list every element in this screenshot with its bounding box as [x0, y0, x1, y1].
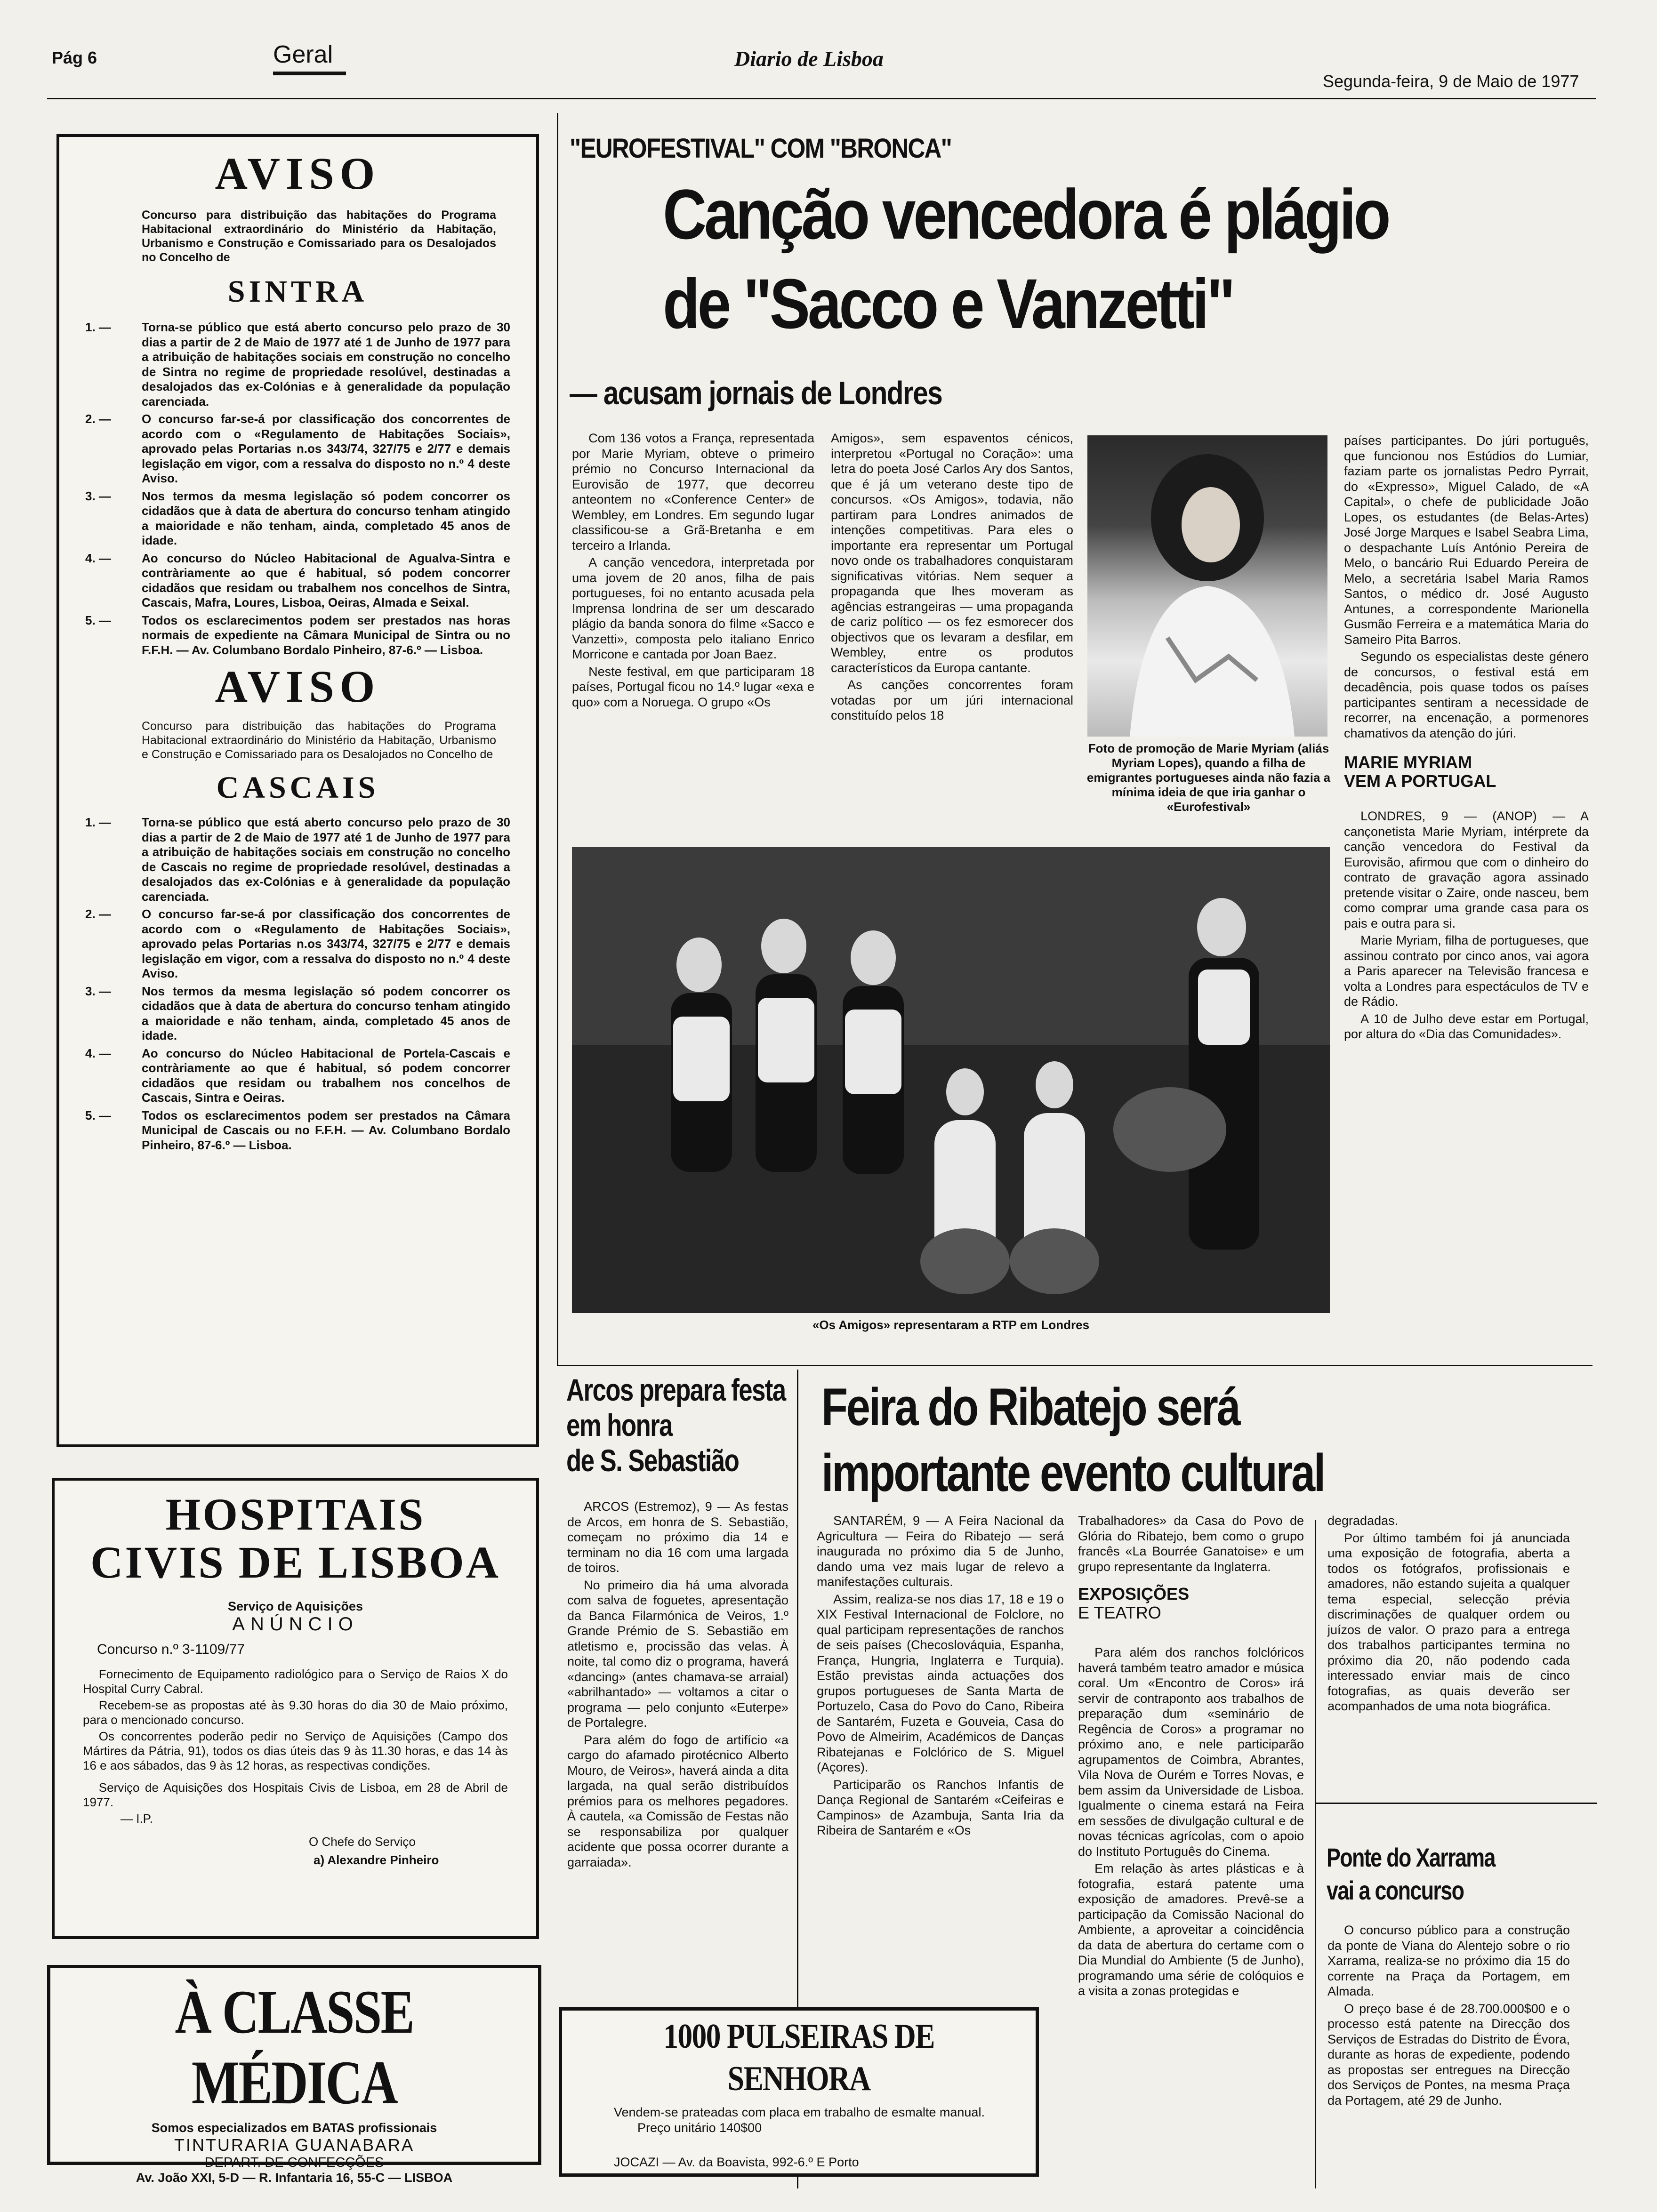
aviso-item-number: 2. — — [85, 412, 111, 426]
feira-headline-2: importante evento cultural — [821, 1443, 1325, 1502]
hospitais-concurso: Concurso n.º 3-1109/77 — [97, 1642, 245, 1657]
os-amigos-group-icon — [572, 847, 1330, 1313]
ponte-headline-2: vai a concurso — [1327, 1875, 1464, 1905]
aviso-item-number: 4. — — [85, 551, 111, 565]
aviso-box — [56, 134, 539, 1447]
ponte-headline-1: Ponte do Xarrama — [1327, 1843, 1495, 1872]
feira-col-2 — [1078, 1513, 1304, 2001]
header-rule — [47, 98, 1596, 99]
euro-col-2 — [831, 431, 1073, 725]
column-divider — [1315, 1520, 1316, 2188]
marie-myriam-photo — [1087, 435, 1327, 737]
aviso-item-text: Torna-se público que está aberto concurso pelo prazo de 30 dias a partir de 2 de Maio de 1977 até 1 de Junho de 1977 para a atribuição de habitações sociais em construção no concelho de Cascais no regime de propriedade resolúvel, destinadas a desalojados das ex-Colónias e à generalidade da população carenciada. — [142, 815, 510, 904]
arcos-paragraph: ARCOS (Estremoz), 9 — As festas de Arcos, em honra de S. Sebastião, começam no próximo dia 14 e terminam no dia 16 com uma largada de toiros. — [567, 1499, 788, 1575]
feira-paragraph: Participarão os Ranchos Infantis de Dança Regional de Santarém «Ceifeiras e Campinos» de Azambuja, Santa Iria da Ribeira de Santarém e «Os — [817, 1777, 1064, 1837]
aviso-item-number: 4. — — [85, 1046, 111, 1060]
euro-paragraph: Segundo os especialistas deste género de concursos, o festival está em decadência, pois quase todos os países participantes sentiram a necessidade de recorrer, na encenação, a pormenores chamativos da atenção do júri. — [1344, 649, 1589, 740]
aviso-cascais-intro: Concurso para distribuição das habitações do Programa Habitacional extraordinário do Ministério da Habitação, Urbanismo e Construção e Comissariado para os Desalojados no Concelho de — [142, 720, 496, 761]
section-underline — [273, 72, 346, 75]
hospitais-signature-name: a) Alexandre Pinheiro — [314, 1853, 439, 1867]
aviso-item-text: Nos termos da mesma legislação só podem concorrer os cidadãos que à data de abertura do concurso tenham atingido a maioridade e não tenham, ainda, completado 45 anos de idade. — [142, 489, 510, 547]
classe-medica-dept: DEPART. DE CONFECÇÕES — [204, 2155, 384, 2170]
aviso-item — [85, 489, 510, 548]
section-divider — [1315, 1803, 1597, 1804]
euro-paragraph: Com 136 votos a França, representada por Marie Myriam, obteve o primeiro prémio no Concurso Internacional da Eurovisão de 1977, que decorreu anteontem no «Conference Center» de Wembley, em Londres. Em segundo lugar classificou-se a Grã-Bretanha e em terceiro a Irlanda. — [572, 431, 814, 553]
aviso-item-number: 3. — — [85, 489, 111, 503]
page-number: Pág 6 — [52, 48, 97, 67]
ponte-paragraph: O preço base é de 28.700.000$00 e o processo está patente na Direcção dos Serviços de Estradas do Distrito de Évora, durante as horas de expediente, podendo as propostas ser entregues na Direcção dos Serviços de Pontes, na mesma Praça da Portagem, até 29 de Junho. — [1327, 2001, 1570, 2108]
aviso-sintra-heading: AVISO — [215, 148, 381, 199]
aviso-item — [85, 613, 510, 658]
euro-paragraph: As canções concorrentes foram votadas por um júri internacional constituído pelos 18 — [831, 678, 1073, 722]
aviso-item-number: 3. — — [85, 984, 111, 998]
aviso-item — [85, 907, 510, 981]
euro-subhead: — acusam jornais de Londres — [570, 375, 942, 411]
feira-paragraph: Trabalhadores» da Casa do Povo de Glória do Ribatejo, bem como o grupo francês «La Bourrée Ganatoise» e um grupo representante da Inglaterra. — [1078, 1514, 1304, 1574]
aviso-item — [85, 551, 510, 610]
masthead: Diario de Lisboa — [734, 47, 884, 71]
feira-subhead-2: E TEATRO — [1078, 1603, 1161, 1622]
arcos-headline-2: em honra — [566, 1408, 672, 1443]
feira-col-1 — [817, 1513, 1064, 1840]
hospitais-p3: Os concorrentes poderão pedir no Serviço de Aquisições (Campo dos Mártires da Pátria, 91), todos os dias úteis das 9 às 11.30 horas, e das 14 às 16 e aos sábados, das 9 às 12 horas, as respectivas condições. — [83, 1729, 508, 1772]
arcos-headline-1: Arcos prepara festa — [566, 1372, 786, 1407]
euro-kicker: "EUROFESTIVAL" COM "BRONCA" — [570, 133, 952, 164]
aviso-item-number: 5. — — [85, 1108, 111, 1122]
aviso-item-text: Torna-se público que está aberto concurso pelo prazo de 30 dias a partir de 2 de Maio de 1977 até 1 de Junho de 1977 para a atribuição de habitações sociais em construção no concelho de Sintra no regime de propriedade resolúvel, destinadas a desalojados das ex-Colónias e à generalidade da população carenciada. — [142, 320, 510, 409]
pulseiras-price: Preço unitário 140$00 — [637, 2121, 762, 2135]
hospitais-title-1: HOSPITAIS — [165, 1489, 426, 1539]
aviso-item — [85, 815, 510, 904]
aviso-sintra-intro: Concurso para distribuição das habitações do Programa Habitacional extraordinário do Ministério da Habitação, Urbanismo e Construção e Comissariado para os Desalojados no Concelho de — [142, 208, 496, 264]
euro-col-1 — [572, 431, 814, 712]
classe-medica-company: TINTURARIA GUANABARA — [174, 2135, 415, 2155]
section-divider — [557, 1365, 1593, 1366]
aviso-item — [85, 984, 510, 1043]
euro-paragraph: Marie Myriam, filha de portugueses, que assinou contrato por cinco anos, vai agora a Paris aparecer na Televisão francesa e volta a Londres para espectáculos de TV e de Rádio. — [1344, 933, 1589, 1009]
hospitais-box — [52, 1478, 539, 1939]
aviso-item-number: 5. — — [85, 613, 111, 627]
aviso-item-text: O concurso far-se-á por classificação dos concorrentes de acordo com o «Regulamento de Habitações Sociais», aprovado pelas Portarias n.os 343/74, 327/75 e 2/77 e demais legislação em vigor, com a ressalva do disposto no n.º 4 deste Aviso. — [142, 907, 510, 980]
feira-paragraph: Assim, realiza-se nos dias 17, 18 e 19 o XIX Festival Internacional de Folclore, no qual participam representações de ranchos de seis países (Checoslováquia, Espanha, França, Hungria, Inglaterra e Turquia). Estão previstas ainda actuações dos grupos portugueses de Santa Marta de Portuzelo, Casa do Povo do Cano, Ribeira de Santarém, Fuzeta e Gouveia, Casa do Povo de Almeirim, Académicos de Danças Ribatejanas e Folclórico de S. Miguel (Açores). — [817, 1592, 1064, 1774]
pulseiras-title: 1000 PULSEIRAS DE SENHORA — [663, 2017, 934, 2098]
euro-paragraph: LONDRES, 9 — (ANOP) — A cançonetista Marie Myriam, intérprete da canção vencedora do Festival da Eurovisão, afirmou que com o dinheiro do contrato de gravação agora assinado pretende visitar o Zaire, onde nasceu, bem como comprar uma grande casa para os pais e outra para si. — [1344, 809, 1589, 930]
pulseiras-box — [559, 2007, 1039, 2177]
euro-paragraph: Neste festival, em que participaram 18 países, Portugal ficou no 14.º lugar «exa e quo» com a Noruega. O grupo «Os — [572, 664, 814, 709]
hospitais-title-2: CIVIS DE LISBOA — [90, 1537, 500, 1587]
column-divider — [557, 113, 558, 1365]
hospitais-p4: Serviço de Aquisições dos Hospitais Civis de Lisboa, em 28 de Abril de 1977. — [83, 1780, 508, 1809]
aviso-cascais-heading: AVISO — [215, 661, 381, 712]
aviso-item-text: Nos termos da mesma legislação só podem concorrer os cidadãos que à data de abertura do concurso tenham atingido a maioridade e não tenham, ainda, completado 45 anos de idade. — [142, 984, 510, 1042]
aviso-item-text: Ao concurso do Núcleo Habitacional de Portela-Cascais e contràriamente ao que é habitual, só podem concorrer cidadãos que residam ou trabalhem nos concelhos de Cascais, Sintra e Oeiras. — [142, 1046, 510, 1105]
feira-paragraph: Por último também foi já anunciada uma exposição de fotografia, aberta a todos os fotógrafos, profissionais e amadores, não estando sujeita a qualquer tema especial, selecção prévia discriminações de qualquer ordem ou juízos de valor. O prazo para a entrega dos trabalhos participantes termina no próximo dia 20, não podendo cada interessado enviar mais de cinco fotografias, as quais deverão ser acompanhados de uma nota biográfica. — [1327, 1531, 1570, 1713]
aviso-item-text: Todos os esclarecimentos podem ser prestados nas horas normais de expediente na Câmara Municipal de Sintra ou no F.F.H. — Av. Columbano Bordalo Pinheiro, 87-6.º — Lisboa. — [142, 613, 510, 657]
hospitais-anuncio: ANÚNCIO — [232, 1614, 359, 1635]
hospitais-p2: Recebem-se as propostas até às 9.30 horas do dia 30 de Maio próximo, para o mencionado concurso. — [83, 1698, 508, 1727]
aviso-sintra-place: SINTRA — [227, 274, 368, 309]
section-label: Geral — [273, 41, 333, 68]
marie-heading-2: VEM A PORTUGAL — [1344, 771, 1496, 791]
euro-headline-2: de "Sacco e Vanzetti" — [663, 264, 1233, 343]
euro-col-3 — [1344, 433, 1589, 1044]
euro-paragraph: Amigos», sem espaventos cénicos, interpretou «Portugal no Coração»: uma letra do poeta José Carlos Ary dos Santos, que é já um veterano deste tipo de concursos. «Os Amigos», todavia, não partiram para Londres animados de intenções competitivas. Para eles o importante era representar um Portugal novo onde os trabalhadores conquistaram significativas vitórias. Nem sequer a propaganda que lhes moveram as agências estrangeiras — uma propaganda de cariz político — os fez esmorecer dos objectivos que os levaram a desfilar, em Wembley, entre os produtos característicos da Europa cantante. — [831, 431, 1073, 675]
feira-headline-1: Feira do Ribatejo será — [821, 1378, 1239, 1436]
aviso-item — [85, 1046, 510, 1106]
feira-paragraph: Para além dos ranchos folclóricos haverá também teatro amador e música coral. Um «Encontro de Coros» irá servir de contraponto aos trabalhos de preparação dum «seminário de Regência de Coros» a programar no próximo ano, e nele participarão agrupamentos de Coimbra, Abrantes, Vila Nova de Ourém e Torres Novas, e bem assim da Universidade de Lisboa. Igualmente o cinema estará na Feira em sessões de divulgação cultural e de novas técnicas agrícolas, com o apoio do Instituto Português do Cinema. — [1078, 1645, 1304, 1859]
aviso-sintra-items — [85, 320, 510, 657]
classe-medica-box — [47, 1965, 541, 2185]
feira-paragraph: Em relação às artes plásticas e à fotografia, estará patente uma exposição de amadores. Prevê-se a participação da Comissão Nacional do Ambiente, a aproveitar a coincidência da data de abertura do certame com o Dia Mundial do Ambiente (5 de Junho), programando uma série de colóquios e a visita a zonas protegidas e — [1078, 1861, 1304, 1998]
feira-paragraph: SANTARÉM, 9 — A Feira Nacional da Agricultura — Feira do Ribatejo — será inaugurada no próximo dia 5 de Junho, dando uma vez mais lugar de relevo a manifestações culturais. — [817, 1514, 1064, 1589]
classe-medica-title: À CLASSE MÉDICA — [175, 1977, 414, 2117]
feira-col-3 — [1327, 1513, 1570, 1716]
marie-heading-1: MARIE MYRIAM — [1344, 753, 1472, 772]
ponte-paragraph: O concurso público para a construção da ponte de Viana do Alentejo sobre o rio Xarrama, realiza-se no próximo dia 15 do corrente na Praça da Portagem, em Almada. — [1327, 1923, 1570, 1998]
aviso-cascais-place: CASCAIS — [216, 770, 379, 805]
aviso-item-number: 1. — — [85, 320, 111, 334]
hospitais-p1: Fornecimento de Equipamento radiológico para o Serviço de Raios X do Hospital Curry Cabral. — [83, 1667, 508, 1696]
os-amigos-photo — [572, 847, 1330, 1313]
pulseiras-address: JOCAZI — Av. da Boavista, 992-6.º E Porto — [614, 2155, 859, 2169]
marie-myriam-silhouette-icon — [1087, 435, 1327, 737]
aviso-item — [85, 412, 510, 486]
aviso-item — [85, 1108, 510, 1153]
euro-paragraph: países participantes. Do júri português, que funcionou nos Estúdios do Lumiar, faziam parte os jornalistas Pedro Pyrrait, do «Expresso», Miguel Calado, de «A Capital», o chefe de publicidade João Lopes, os estudantes (de Belas-Artes) José Jorge Marques e Isabel Seabra Lima, o despachante Luís António Pereira de Melo, o bancário Rui Eduardo Pereira de Melo, a secretária Isabel Maria Ramos Santos, o médico dr. José Augusto Antunes, a correspondente Marionella Gusmão Ferreira e a matemática Maria do Sameiro Pita Barros. — [1344, 433, 1589, 647]
hospitais-service: Serviço de Aquisições — [227, 1599, 363, 1613]
arcos-paragraph: Para além do fogo de artifício «a cargo do afamado pirotécnico Alberto Mouro, de Veiros», haverá ainda a dita largada, na qual serão distribuídos prémios para os melhores pegadores. À cautela, «a Comissão de Festas não se responsabiliza por qualquer acidente que possa ocorrer durante a garraiada». — [567, 1732, 788, 1869]
hospitais-ip: — I.P. — [121, 1811, 153, 1826]
euro-paragraph: A 10 de Julho deve estar em Portugal, por altura do «Dia das Comunidades». — [1344, 1011, 1589, 1041]
feira-paragraph: degradadas. — [1327, 1514, 1399, 1528]
classe-medica-line-1: Somos especializados em BATAS profissionais — [151, 2121, 437, 2135]
aviso-item — [85, 320, 510, 409]
aviso-item-number: 1. — — [85, 815, 111, 829]
aviso-item-text: Todos os esclarecimentos podem ser prestados na Câmara Municipal de Cascais ou no F.F.H. — Av. Columbano Bordalo Pinheiro, 87-6.º — Lisboa. — [142, 1108, 510, 1152]
pulseiras-text: Vendem-se prateadas com placa em trabalho de esmalte manual. — [614, 2105, 985, 2119]
os-amigos-caption: «Os Amigos» representaram a RTP em Londres — [812, 1318, 1090, 1332]
arcos-body — [567, 1499, 788, 1872]
issue-date: Segunda-feira, 9 de Maio de 1977 — [1323, 72, 1579, 91]
arcos-paragraph: No primeiro dia há uma alvorada com salva de foguetes, apresentação da Banca Filarmónica de Veiros, 1.º Grande Prémio de S. Sebastião em atletismo e, procissão das velas. À noite, tal como diz o programa, haverá «dancing» (antes chamava-se arraial) «abrilhantado» — voltamos a citar o programa — pelo conjunto «Euterpe» de Portalegre. — [567, 1578, 788, 1730]
marie-myriam-caption: Foto de promoção de Marie Myriam (aliás Myriam Lopes), quando a filha de emigrantes portugueses ainda não fazia a mínima ideia de que iria ganhar o «Eurofestival» — [1086, 741, 1331, 814]
euro-headline-1: Canção vencedora é plágio — [663, 175, 1389, 254]
feira-subhead-1: EXPOSIÇÕES — [1078, 1584, 1190, 1603]
ponte-body — [1327, 1923, 1570, 2110]
euro-paragraph: A canção vencedora, interpretada por uma jovem de 20 anos, filha de pais portugueses, foi no entanto acusada pela Imprensa londrina de ser um descarado plágio da banda sonora do filme «Sacco e Vanzetti», composta pelo italiano Enrico Morricone e cantada por Joan Baez. — [572, 555, 814, 661]
arcos-headline-3: de S. Sebastião — [566, 1443, 739, 1478]
aviso-item-text: O concurso far-se-á por classificação dos concorrentes de acordo com o «Regulamento de Habitações Sociais», aprovado pelas Portarias n.os 343/74, 327/75 e 2/77 e demais legislação em vigor, com a ressalva do disposto no n.º 4 deste Aviso. — [142, 412, 510, 485]
aviso-cascais-items — [85, 815, 510, 1153]
aviso-item-text: Ao concurso do Núcleo Habitacional de Agualva-Sintra e contràriamente ao que é habitual, só podem concorrer cidadãos que residam ou trabalhem nos concelhos de Sintra, Cascais, Mafra, Loures, Lisboa, Oeiras, Almada e Seixal. — [142, 551, 510, 609]
classe-medica-address: Av. João XXI, 5-D — R. Infantaria 16, 55-C — LISBOA — [136, 2171, 453, 2185]
aviso-item-number: 2. — — [85, 907, 111, 921]
hospitais-signature-title: O Chefe do Serviço — [309, 1835, 416, 1849]
